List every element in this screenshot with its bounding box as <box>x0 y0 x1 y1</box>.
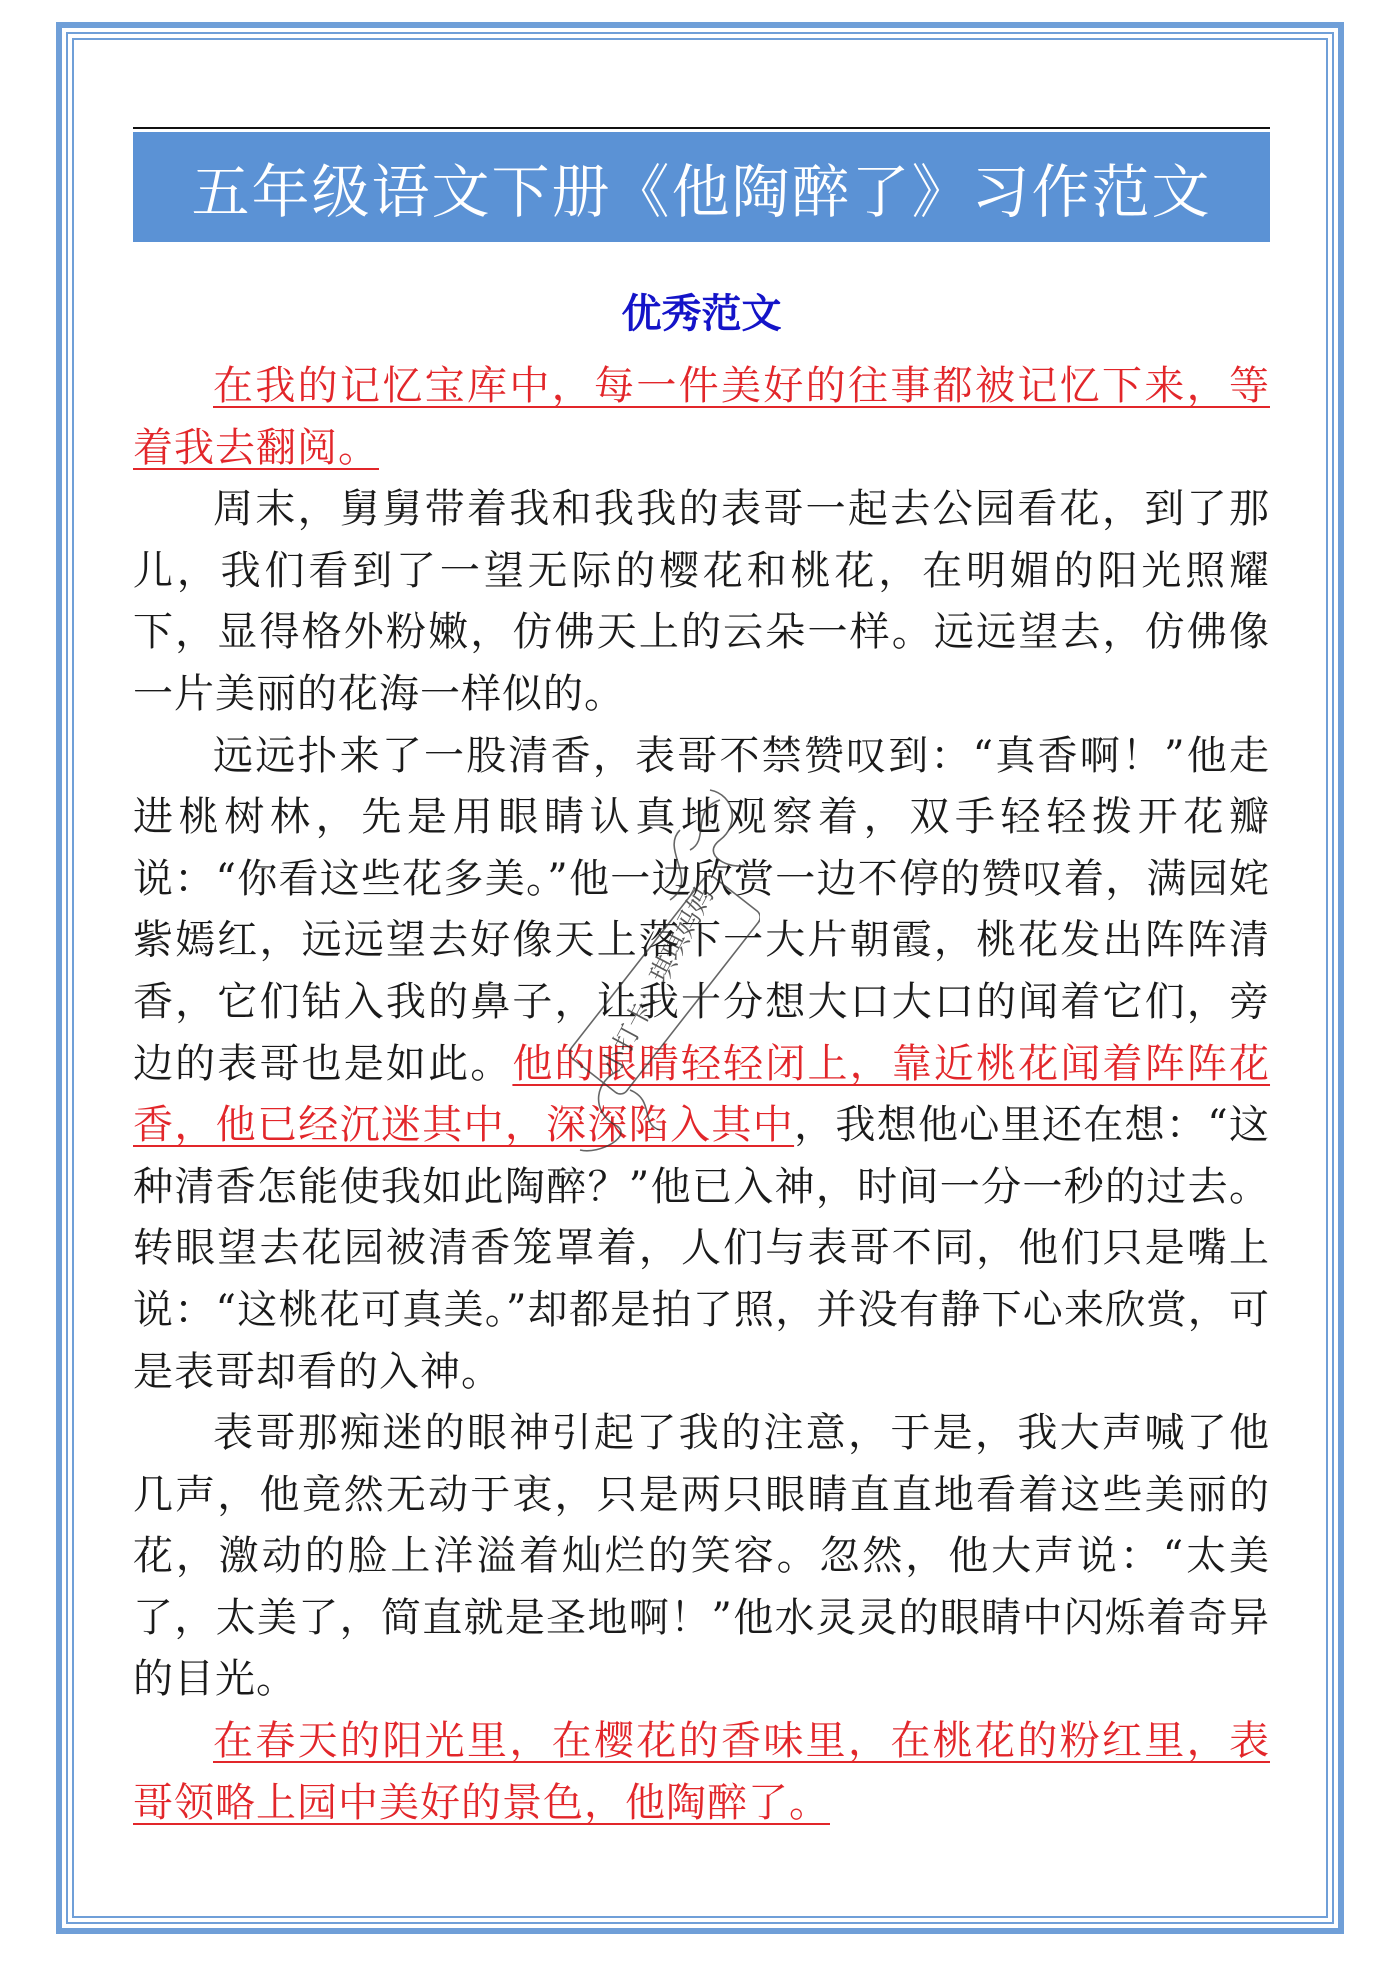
highlighted-closing: 在春天的阳光里，在樱花的香味里，在桃花的粉红里，表哥领略上园中美好的景色，他陶醉了。 <box>133 1718 1270 1826</box>
essay-paragraph-5 <box>133 1711 1270 1834</box>
section-subtitle: 优秀范文 <box>621 291 782 337</box>
paragraph-3-text-b: ，我想他心里还在想：“这种清香怎能使我如此陶醉？”他已入神，时间一分一秒的过去。转眼望去花园被清香笼罩着，人们与表哥不同，他们只是嘴上说：“这桃花可真美。”却都是拍了照，并没有静下心来欣赏，可是表哥却看的入神。 <box>133 1102 1271 1395</box>
essay-body <box>133 356 1270 1834</box>
page-title: 五年级语文下册《他陶醉了》习作范文 <box>191 158 1212 226</box>
watermark-text: 小打卡：琪琪妈妈 <box>595 882 721 1081</box>
essay-paragraph-4: 表哥那痴迷的眼神引起了我的注意，于是，我大声喊了他几声，他竟然无动于衷，只是两只眼睛直直地看着这些美丽的花，激动的脸上洋溢着灿烂的笑容。忽然，他大声说：“太美了，太美了，简直就是圣地啊！”他水灵灵的眼睛中闪烁着奇异的目光。 <box>133 1410 1270 1703</box>
title-banner <box>133 132 1270 242</box>
essay-paragraph-2: 周末，舅舅带着我和我我的表哥一起去公园看花，到了那儿，我们看到了一望无际的樱花和桃花，在明媚的阳光照耀下，显得格外粉嫩，仿佛天上的云朵一样。远远望去，仿佛像一片美丽的花海一样似的。 <box>133 486 1270 717</box>
essay-paragraph-1 <box>133 356 1270 479</box>
highlighted-opening: 在我的记忆宝库中，每一件美好的往事都被记忆下来，等着我去翻阅。 <box>133 363 1270 471</box>
paragraph-3-text-a: 远远扑来了一股清香，表哥不禁赞叹到：“真香啊！”他走进桃树林，先是用眼睛认真地观察着，双手轻轻拨开花瓣说：“你看这些花多美。”他一边欣赏一边不停的赞叹着，满园姹紫嫣红，远远望去好像天上落下一大片朝霞，桃花发出阵阵清香，它们钻入我的鼻子，让我十分想大口大口的闻着它们，旁边的表哥也是如此。 <box>133 732 1270 1087</box>
essay-paragraph-3 <box>133 726 1270 1404</box>
title-top-rule <box>133 127 1270 129</box>
highlighted-sentence: 他的眼睛轻轻闭上，靠近桃花闻着阵阵花香，他已经沉迷其中，深深陷入其中 <box>133 1040 1271 1149</box>
